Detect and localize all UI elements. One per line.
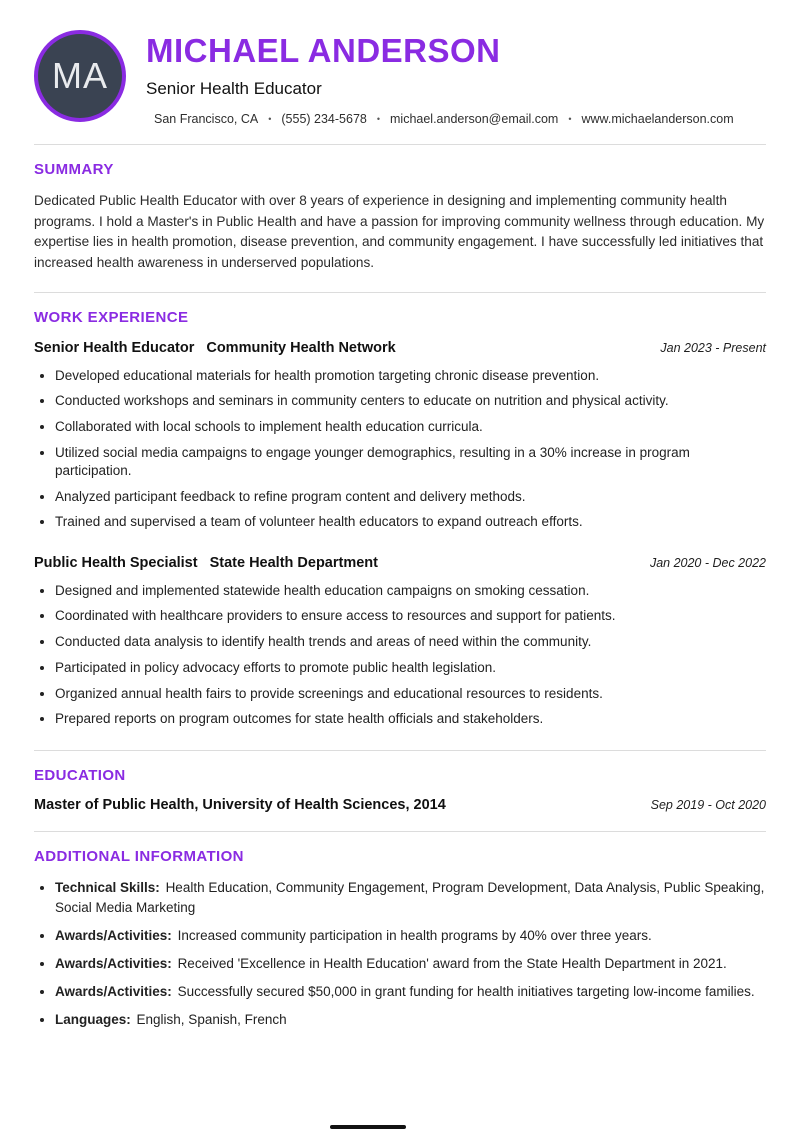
- dot-separator: •: [376, 113, 381, 124]
- bullet-item: • Designed and implemented statewide health education campaigns on smoking cessation.: [55, 582, 766, 600]
- item-label: Languages:: [55, 1012, 131, 1028]
- home-indicator-bar: [330, 1125, 406, 1129]
- avatar: [34, 30, 126, 122]
- dot-separator: •: [568, 113, 572, 124]
- bullet-item: • Developed educational materials for health promotion targeting chronic disease prevention.: [55, 367, 766, 385]
- additional-information-heading: ADDITIONAL INFORMATION: [34, 848, 244, 866]
- item-label: Awards/Activities:: [55, 984, 172, 1000]
- candidate-job-title: Senior Health Educator: [146, 79, 322, 98]
- job-title: Senior Health Educator: [34, 339, 195, 356]
- education-dates: Sep 2019 - Oct 2020: [650, 798, 766, 813]
- job-title-company: [34, 339, 396, 357]
- additional-information-section: [34, 832, 766, 1029]
- header-text: [146, 30, 734, 126]
- job-title-company: [34, 554, 378, 572]
- bullet-item: • Collaborated with local schools to implement health education curricula.: [55, 418, 766, 436]
- item-text: Successfully secured $50,000 in grant funding for health initiatives targeting low-income families.: [177, 984, 755, 1000]
- summary-heading: SUMMARY: [34, 161, 114, 178]
- education-section: [34, 751, 766, 813]
- job-header: [34, 339, 766, 357]
- education-heading: EDUCATION: [34, 767, 126, 785]
- avatar-initials: MA: [52, 55, 108, 96]
- item-label: Awards/Activities:: [55, 928, 172, 944]
- bullet-item: • Utilized social media campaigns to engage younger demographics, resulting in a 30% increase in program participation.: [55, 444, 766, 480]
- additional-item: [55, 1010, 766, 1030]
- contact-row: [154, 112, 734, 126]
- education-entry: [34, 797, 766, 813]
- item-text: Health Education, Community Engagement, Program Development, Data Analysis, Public Speaking, Social Media Marketing: [55, 880, 765, 916]
- degree-title: Master of Public Health, University of Health Sciences, 2014: [34, 797, 446, 814]
- contact-email: michael.anderson@email.com: [390, 112, 559, 126]
- job-dates: Jan 2020 - Dec 2022: [649, 555, 766, 570]
- item-label: Technical Skills:: [55, 880, 160, 896]
- work-experience-section: [34, 293, 766, 729]
- summary-text: Dedicated Public Health Educator with over 8 years of experience in designing and implementing community health programs. I hold a Master's in Public Health and have a passion for improving community wellness through education. My expertise lies in health promotion, disease prevention, and community engagement. I have successfully led initiatives that increased health awareness in underserved populations.: [34, 193, 765, 270]
- bullet-item: • Conducted data analysis to identify health trends and areas of need within the community.: [55, 633, 766, 651]
- job-bullet-list: [34, 367, 766, 532]
- additional-item-list: [34, 878, 766, 1029]
- job-entry: [34, 339, 766, 532]
- bullet-item: • Organized annual health fairs to provide screenings and educational resources to residents.: [55, 685, 766, 703]
- contact-location: San Francisco, CA: [154, 112, 259, 126]
- resume-header: [34, 30, 766, 126]
- item-text: Increased community participation in health programs by 40% over three years.: [177, 928, 652, 944]
- bullet-item: • Prepared reports on program outcomes for state health officials and stakeholders.: [55, 710, 766, 728]
- item-text: English, Spanish, French: [136, 1012, 287, 1028]
- summary-section: [34, 145, 766, 274]
- job-company: Community Health Network: [206, 339, 396, 356]
- additional-item: [55, 982, 766, 1002]
- additional-item: [55, 954, 766, 974]
- contact-phone: (555) 234-5678: [281, 112, 367, 126]
- bullet-item: • Conducted workshops and seminars in community centers to educate on nutrition and physical activity.: [55, 392, 766, 410]
- bullet-item: • Trained and supervised a team of volunteer health educators to expand outreach efforts.: [55, 513, 766, 531]
- item-text: Received 'Excellence in Health Education' award from the State Health Department in 2021.: [177, 956, 727, 972]
- additional-item: [55, 926, 766, 946]
- candidate-name: MICHAEL ANDERSON: [146, 32, 501, 69]
- dot-separator: •: [268, 113, 272, 124]
- job-header: [34, 554, 766, 572]
- job-dates: Jan 2023 - Present: [660, 340, 766, 355]
- work-experience-heading: WORK EXPERIENCE: [34, 308, 189, 326]
- bullet-item: • Analyzed participant feedback to refine program content and delivery methods.: [55, 488, 766, 506]
- additional-item: [55, 878, 766, 917]
- item-label: Awards/Activities:: [55, 956, 172, 972]
- bullet-item: • Participated in policy advocacy efforts to promote public health legislation.: [55, 659, 766, 677]
- job-bullet-list: [34, 582, 766, 729]
- job-entry: [34, 554, 766, 729]
- contact-website: www.michaelanderson.com: [581, 112, 734, 126]
- job-company: State Health Department: [209, 554, 378, 571]
- bullet-item: • Coordinated with healthcare providers to ensure access to resources and support for patients.: [55, 607, 766, 625]
- job-title: Public Health Specialist: [34, 554, 198, 571]
